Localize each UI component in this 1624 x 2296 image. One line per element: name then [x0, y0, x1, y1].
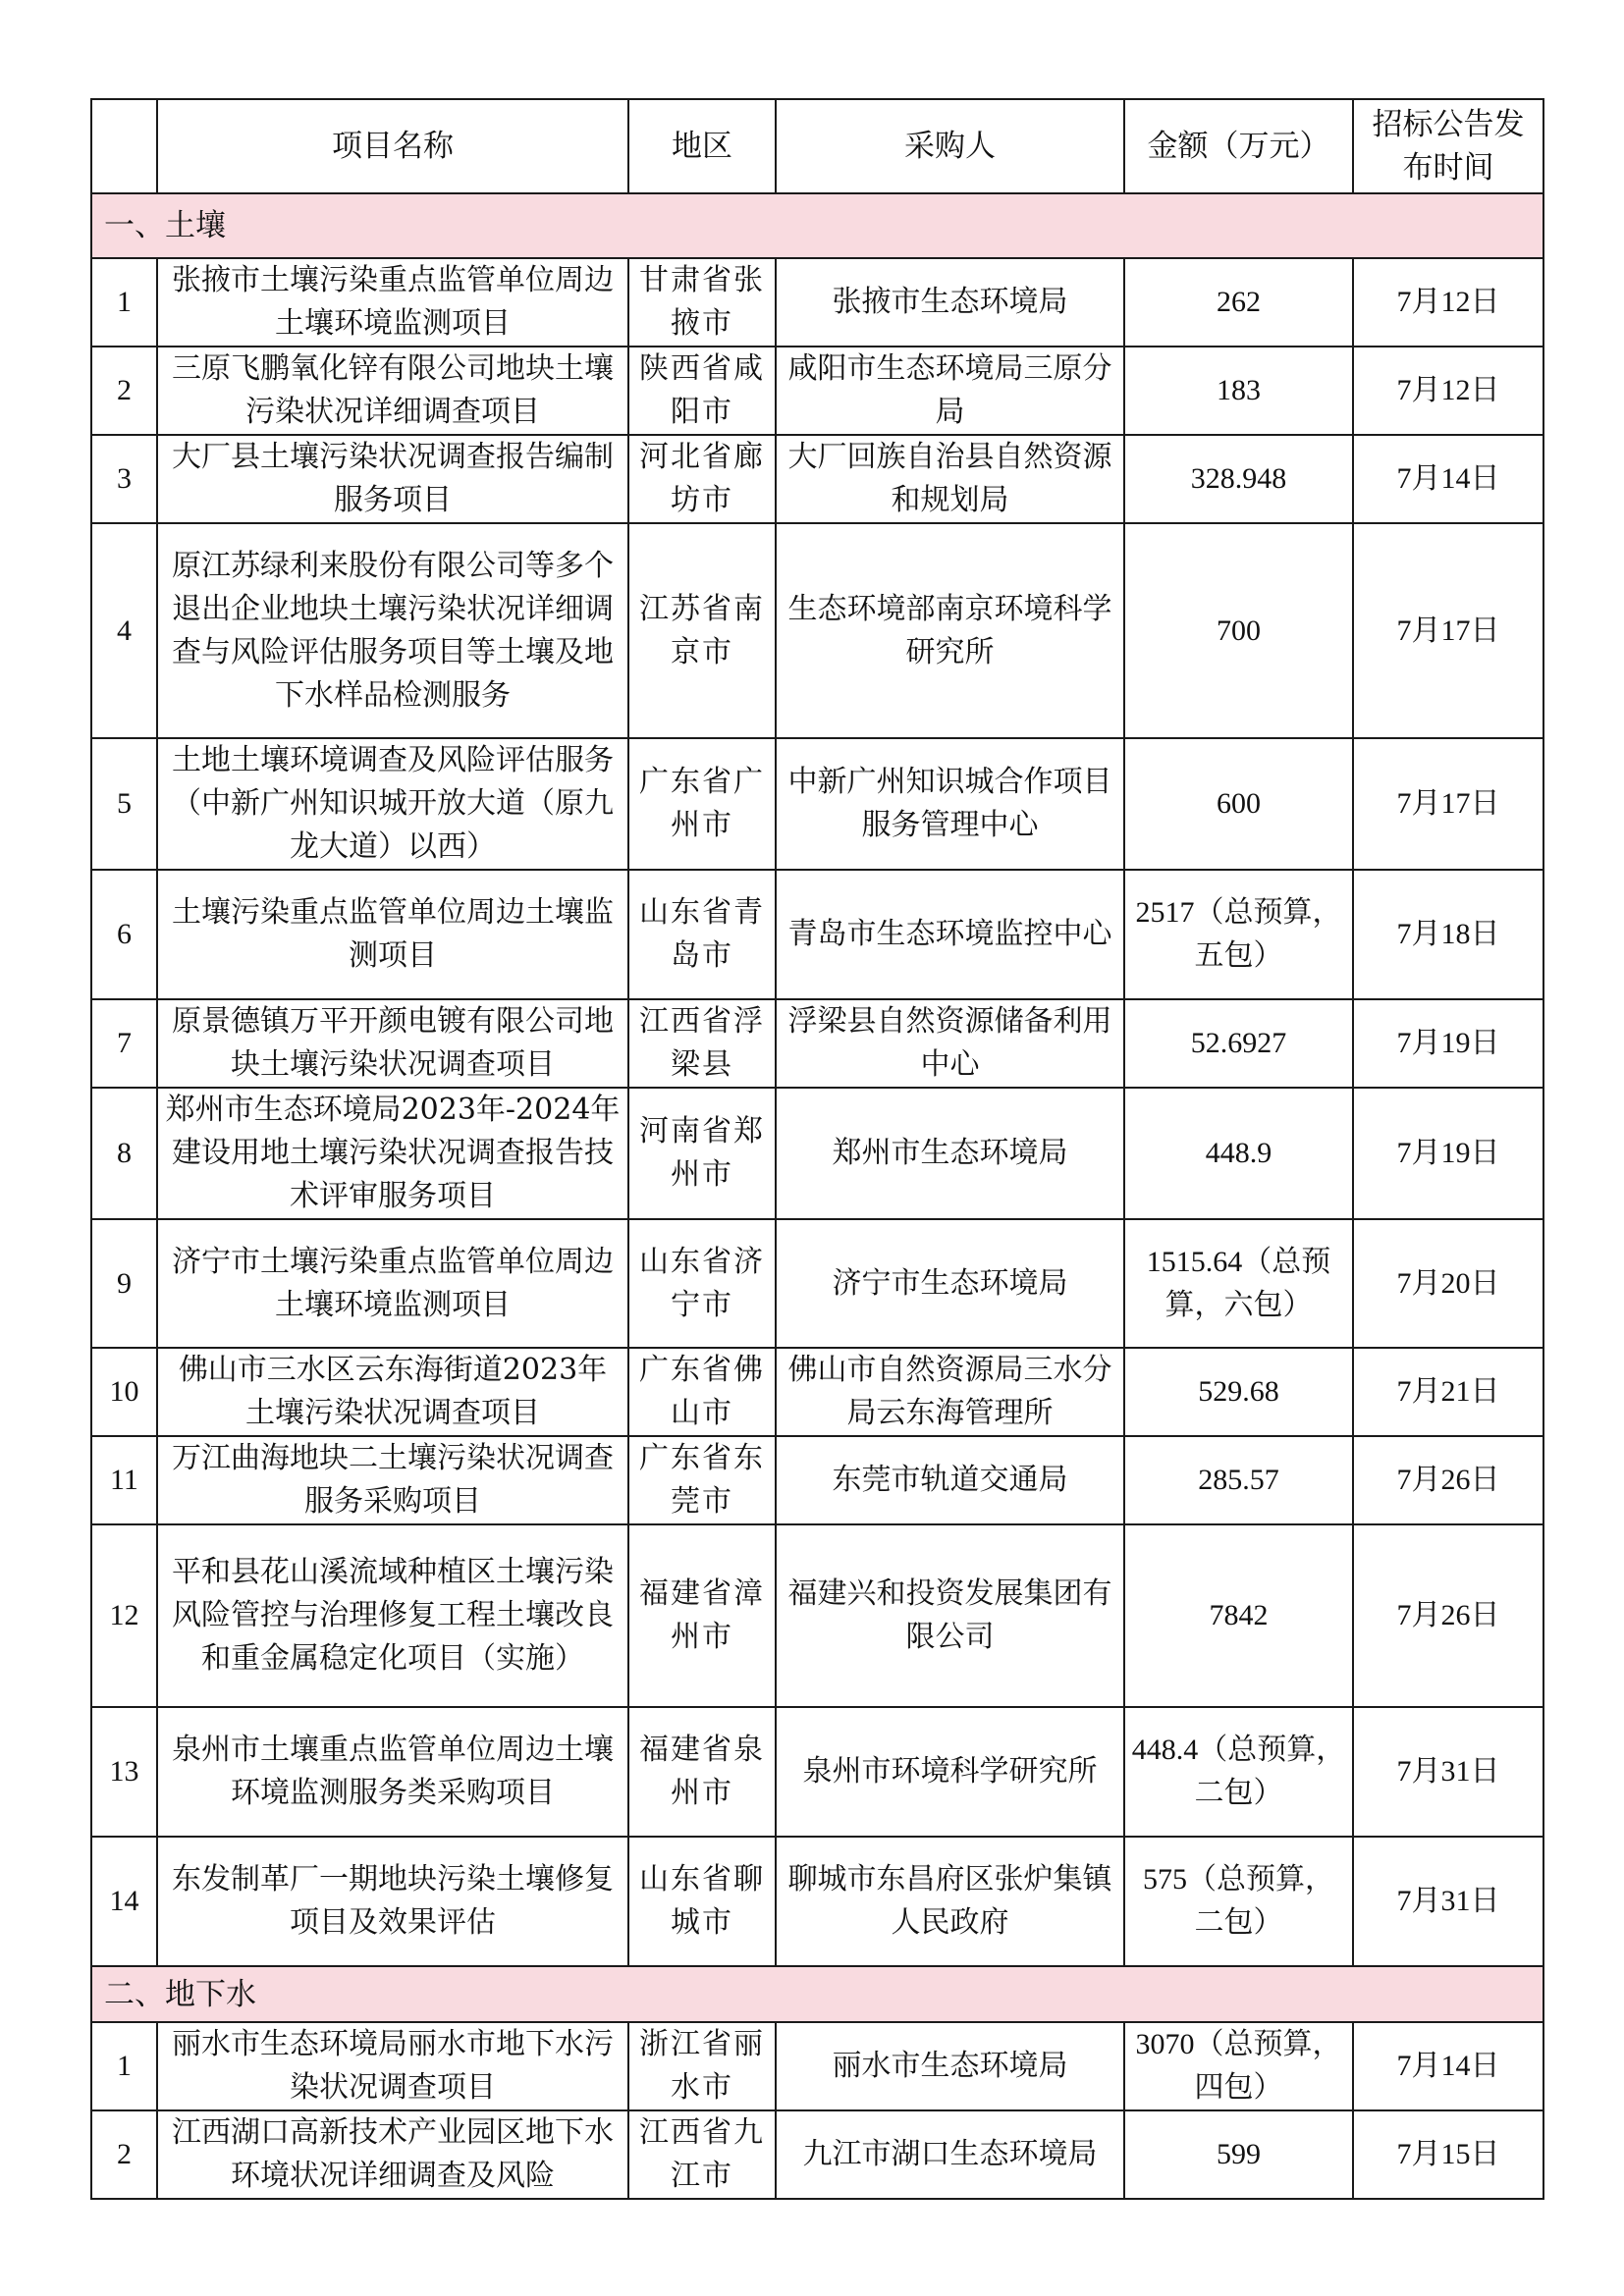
- section-title: 一、土壤: [91, 193, 1543, 258]
- row-no: 11: [91, 1436, 157, 1524]
- row-date: 7月26日: [1353, 1524, 1543, 1707]
- row-buyer: 济宁市生态环境局: [776, 1219, 1124, 1348]
- row-buyer: 大厂回族自治县自然资源和规划局: [776, 435, 1124, 523]
- row-buyer: 东莞市轨道交通局: [776, 1436, 1124, 1524]
- row-amount: 7842: [1124, 1524, 1353, 1707]
- row-region: 广东省东莞市: [628, 1436, 776, 1524]
- row-no: 1: [91, 258, 157, 347]
- section-row-soil: [91, 193, 1543, 258]
- row-buyer: 郑州市生态环境局: [776, 1088, 1124, 1219]
- row-amount: 52.6927: [1124, 999, 1353, 1088]
- table-row: [91, 999, 1543, 1088]
- row-region: 山东省济宁市: [628, 1219, 776, 1348]
- row-date: 7月12日: [1353, 347, 1543, 435]
- row-no: 2: [91, 347, 157, 435]
- table-row: [91, 1524, 1543, 1707]
- row-region: 广东省佛山市: [628, 1348, 776, 1436]
- row-name: 郑州市生态环境局2023年-2024年建设用地土壤污染状况调查报告技术评审服务项目: [157, 1088, 628, 1219]
- row-region: 河南省郑州市: [628, 1088, 776, 1219]
- row-amount: 700: [1124, 523, 1353, 738]
- row-region: 江西省九江市: [628, 2110, 776, 2199]
- table-row: [91, 1088, 1543, 1219]
- row-name: 张掖市土壤污染重点监管单位周边土壤环境监测项目: [157, 258, 628, 347]
- header-no: [91, 99, 157, 193]
- row-buyer: 福建兴和投资发展集团有限公司: [776, 1524, 1124, 1707]
- row-region: 陕西省咸阳市: [628, 347, 776, 435]
- row-date: 7月17日: [1353, 738, 1543, 870]
- table-row: [91, 1348, 1543, 1436]
- row-amount: 285.57: [1124, 1436, 1353, 1524]
- row-no: 2: [91, 2110, 157, 2199]
- row-buyer: 张掖市生态环境局: [776, 258, 1124, 347]
- row-region: 江西省浮梁县: [628, 999, 776, 1088]
- row-name: 万江曲海地块二土壤污染状况调查服务采购项目: [157, 1436, 628, 1524]
- row-date: 7月21日: [1353, 1348, 1543, 1436]
- section-title: 二、地下水: [91, 1966, 1543, 2022]
- row-name: 土壤污染重点监管单位周边土壤监测项目: [157, 870, 628, 999]
- table-row: [91, 258, 1543, 347]
- row-no: 12: [91, 1524, 157, 1707]
- row-no: 8: [91, 1088, 157, 1219]
- row-amount: 575（总预算，二包）: [1124, 1837, 1353, 1966]
- header-buyer: 采购人: [776, 99, 1124, 193]
- row-buyer: 聊城市东昌府区张炉集镇人民政府: [776, 1837, 1124, 1966]
- row-no: 5: [91, 738, 157, 870]
- row-no: 13: [91, 1707, 157, 1837]
- row-name: 丽水市生态环境局丽水市地下水污染状况调查项目: [157, 2022, 628, 2110]
- row-region: 江苏省南京市: [628, 523, 776, 738]
- table-row: [91, 1837, 1543, 1966]
- row-buyer: 丽水市生态环境局: [776, 2022, 1124, 2110]
- table-row: [91, 2022, 1543, 2110]
- table-row: [91, 1707, 1543, 1837]
- row-amount: 529.68: [1124, 1348, 1353, 1436]
- row-amount: 262: [1124, 258, 1353, 347]
- header-region: 地区: [628, 99, 776, 193]
- table-row: [91, 1436, 1543, 1524]
- row-region: 河北省廊坊市: [628, 435, 776, 523]
- row-buyer: 九江市湖口生态环境局: [776, 2110, 1124, 2199]
- row-amount: 183: [1124, 347, 1353, 435]
- row-buyer: 佛山市自然资源局三水分局云东海管理所: [776, 1348, 1124, 1436]
- row-no: 9: [91, 1219, 157, 1348]
- header-name: 项目名称: [157, 99, 628, 193]
- row-no: 7: [91, 999, 157, 1088]
- row-name: 济宁市土壤污染重点监管单位周边土壤环境监测项目: [157, 1219, 628, 1348]
- row-region: 福建省漳州市: [628, 1524, 776, 1707]
- row-buyer: 咸阳市生态环境局三原分局: [776, 347, 1124, 435]
- row-region: 甘肃省张掖市: [628, 258, 776, 347]
- table-row: [91, 347, 1543, 435]
- table-row: [91, 1219, 1543, 1348]
- table-row: [91, 523, 1543, 738]
- row-no: 10: [91, 1348, 157, 1436]
- row-name: 平和县花山溪流域种植区土壤污染风险管控与治理修复工程土壤改良和重金属稳定化项目（实施）: [157, 1524, 628, 1707]
- row-date: 7月15日: [1353, 2110, 1543, 2199]
- row-no: 3: [91, 435, 157, 523]
- row-buyer: 中新广州知识城合作项目服务管理中心: [776, 738, 1124, 870]
- row-no: 4: [91, 523, 157, 738]
- row-date: 7月26日: [1353, 1436, 1543, 1524]
- row-buyer: 生态环境部南京环境科学研究所: [776, 523, 1124, 738]
- row-no: 1: [91, 2022, 157, 2110]
- row-date: 7月14日: [1353, 435, 1543, 523]
- row-date: 7月31日: [1353, 1707, 1543, 1837]
- row-region: 山东省青岛市: [628, 870, 776, 999]
- row-date: 7月14日: [1353, 2022, 1543, 2110]
- row-date: 7月31日: [1353, 1837, 1543, 1966]
- row-amount: 599: [1124, 2110, 1353, 2199]
- table-row: [91, 2110, 1543, 2199]
- row-buyer: 浮梁县自然资源储备利用中心: [776, 999, 1124, 1088]
- row-name: 原江苏绿利来股份有限公司等多个退出企业地块土壤污染状况详细调查与风险评估服务项目等土壤及地下水样品检测服务: [157, 523, 628, 738]
- row-name: 佛山市三水区云东海街道2023年土壤污染状况调查项目: [157, 1348, 628, 1436]
- row-no: 14: [91, 1837, 157, 1966]
- header-amount: 金额（万元）: [1124, 99, 1353, 193]
- row-name: 土地土壤环境调查及风险评估服务（中新广州知识城开放大道（原九龙大道）以西）: [157, 738, 628, 870]
- row-amount: 448.9: [1124, 1088, 1353, 1219]
- table-row: [91, 738, 1543, 870]
- row-amount: 448.4（总预算，二包）: [1124, 1707, 1353, 1837]
- section-row-groundwater: [91, 1966, 1543, 2022]
- row-date: 7月17日: [1353, 523, 1543, 738]
- row-date: 7月19日: [1353, 999, 1543, 1088]
- row-name: 原景德镇万平开颜电镀有限公司地块土壤污染状况调查项目: [157, 999, 628, 1088]
- row-region: 浙江省丽水市: [628, 2022, 776, 2110]
- row-name: 三原飞鹏氧化锌有限公司地块土壤污染状况详细调查项目: [157, 347, 628, 435]
- row-date: 7月20日: [1353, 1219, 1543, 1348]
- row-no: 6: [91, 870, 157, 999]
- row-region: 广东省广州市: [628, 738, 776, 870]
- row-name: 大厂县土壤污染状况调查报告编制服务项目: [157, 435, 628, 523]
- row-date: 7月19日: [1353, 1088, 1543, 1219]
- row-region: 山东省聊城市: [628, 1837, 776, 1966]
- table-row: [91, 435, 1543, 523]
- row-date: 7月18日: [1353, 870, 1543, 999]
- row-name: 江西湖口高新技术产业园区地下水环境状况详细调查及风险: [157, 2110, 628, 2199]
- procurement-table: [90, 98, 1544, 2200]
- row-buyer: 泉州市环境科学研究所: [776, 1707, 1124, 1837]
- header-date: 招标公告发布时间: [1353, 99, 1543, 193]
- row-name: 东发制革厂一期地块污染土壤修复项目及效果评估: [157, 1837, 628, 1966]
- row-amount: 600: [1124, 738, 1353, 870]
- row-name: 泉州市土壤重点监管单位周边土壤环境监测服务类采购项目: [157, 1707, 628, 1837]
- row-buyer: 青岛市生态环境监控中心: [776, 870, 1124, 999]
- row-date: 7月12日: [1353, 258, 1543, 347]
- row-amount: 328.948: [1124, 435, 1353, 523]
- row-amount: 3070（总预算，四包）: [1124, 2022, 1353, 2110]
- row-amount: 2517（总预算，五包）: [1124, 870, 1353, 999]
- row-region: 福建省泉州市: [628, 1707, 776, 1837]
- row-amount: 1515.64（总预算，六包）: [1124, 1219, 1353, 1348]
- header-row: [91, 99, 1543, 193]
- table-row: [91, 870, 1543, 999]
